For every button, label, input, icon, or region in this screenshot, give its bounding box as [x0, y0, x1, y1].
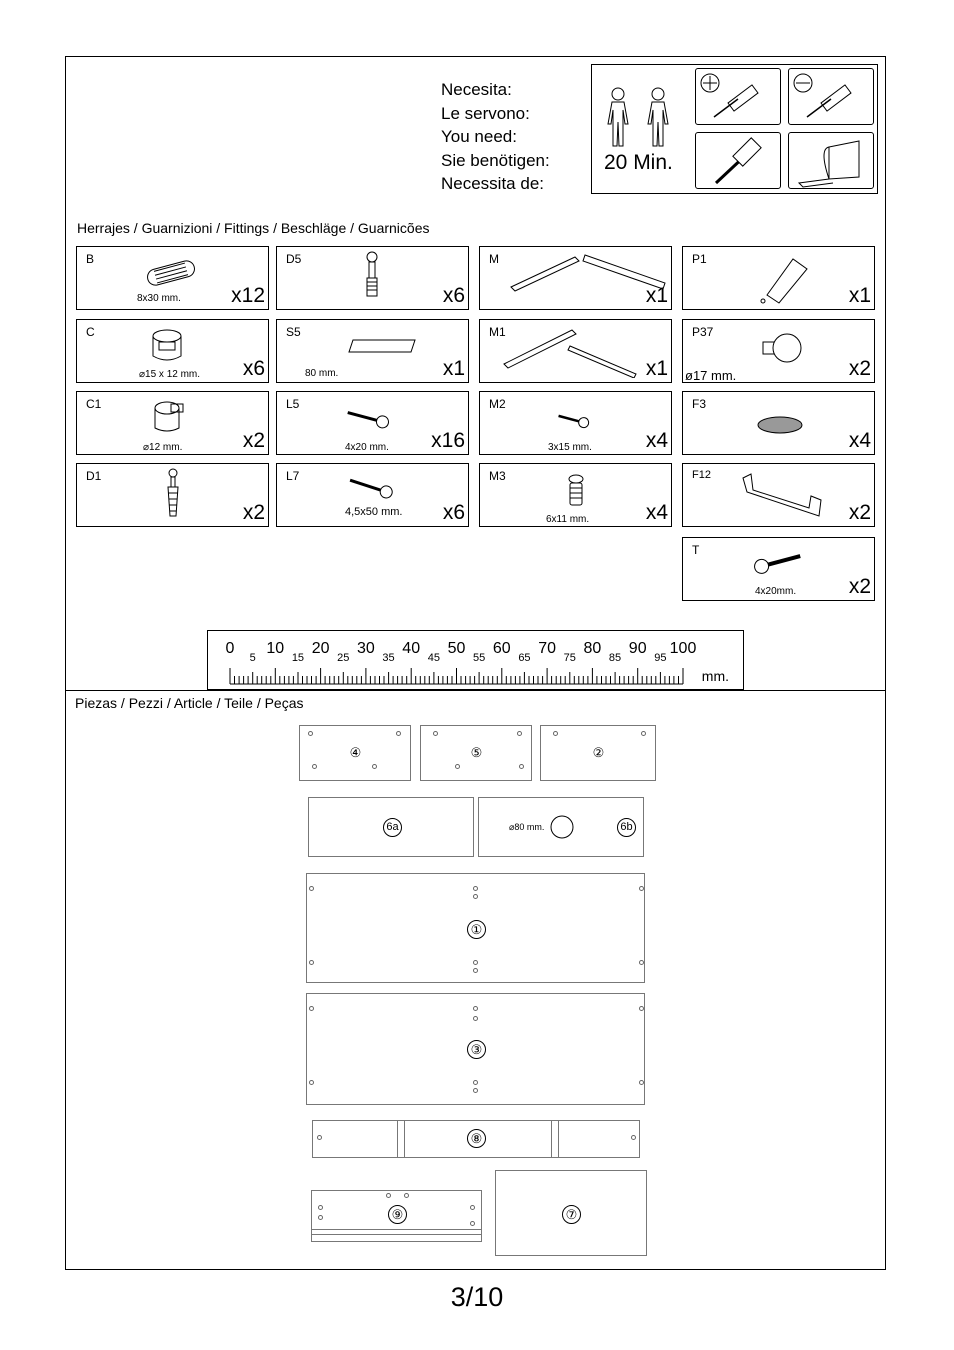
fitting-code: M3	[489, 469, 506, 483]
piece-6b	[478, 797, 644, 857]
fitting-code: S5	[286, 325, 301, 339]
piece-number: 6a	[383, 818, 402, 837]
piece-number: ①	[467, 920, 486, 939]
fitting-card-l7	[276, 463, 469, 527]
fitting-qty: x1	[442, 357, 465, 380]
fitting-spec: ø17 mm.	[685, 368, 737, 383]
fitting-spec: 80 mm.	[305, 368, 339, 379]
fitting-code: B	[86, 252, 95, 266]
ruler-minor-label: 35	[382, 652, 395, 664]
screw-4-5x50-icon	[345, 472, 397, 502]
piece-6a	[308, 797, 474, 857]
piece-number: ⑧	[467, 1129, 486, 1148]
fitting-spec: 4x20mm.	[755, 586, 797, 597]
anchor-bolt-icon	[163, 468, 183, 520]
screw-3x15-icon	[554, 410, 594, 430]
hole	[473, 1080, 478, 1085]
fitting-card-c	[76, 319, 269, 383]
fitting-code: D1	[86, 469, 102, 483]
ruler-major-label: 100	[669, 640, 697, 657]
hole	[639, 886, 644, 891]
fitting-spec: 3x15 mm.	[548, 442, 592, 453]
ruler-minor-label: 55	[473, 652, 486, 664]
piece-7	[495, 1170, 647, 1256]
hole	[396, 731, 401, 736]
fitting-qty: x2	[848, 575, 871, 598]
fitting-qty: x2	[242, 501, 265, 524]
needs-line-en: You need:	[441, 127, 517, 146]
fitting-qty: x2	[242, 429, 265, 452]
piece-4	[299, 725, 411, 781]
hammer-icon	[696, 133, 782, 190]
ruler-unit: mm.	[701, 668, 729, 684]
phillips-screwdriver-tool	[695, 68, 781, 125]
hole	[473, 1006, 478, 1011]
fitting-qty: x4	[848, 429, 871, 452]
fitting-qty: x12	[231, 284, 265, 307]
fitting-qty: x6	[242, 357, 265, 380]
hole	[312, 764, 317, 769]
fitting-spec: 4,5x50 mm.	[345, 506, 403, 518]
ruler-minor-label: 95	[654, 652, 667, 664]
hole	[641, 731, 646, 736]
drawer-runner-angled-icon	[500, 324, 640, 378]
hammer-tool	[695, 132, 781, 189]
fitting-qty: x4	[645, 429, 668, 452]
flat-screwdriver-icon	[789, 69, 875, 126]
ruler-major-label: 40	[402, 640, 421, 657]
ruler-minor-label: 45	[427, 652, 440, 664]
section-divider	[65, 690, 886, 691]
fitting-card-d1	[76, 463, 269, 527]
hole	[473, 1088, 478, 1093]
hole	[318, 1215, 323, 1220]
ruler-major-label: 80	[583, 640, 602, 657]
piece-2	[540, 725, 656, 781]
hole	[318, 1205, 323, 1210]
fittings-title: Herrajes / Guarnizioni / Fittings / Beschläge / Guarnicões	[77, 220, 430, 236]
hole	[470, 1205, 475, 1210]
fitting-card-b	[76, 246, 269, 310]
screw-t-icon	[751, 546, 805, 578]
euro-screw-icon	[566, 474, 586, 510]
hole	[639, 1006, 644, 1011]
fitting-spec: ⌀15 x 12 mm.	[139, 369, 201, 380]
panel-groove	[551, 1121, 559, 1157]
piece-8	[312, 1120, 640, 1158]
hole	[309, 886, 314, 891]
fitting-code: L7	[286, 469, 300, 483]
needs-line-de: Sie benötigen:	[441, 150, 550, 170]
hole	[473, 894, 478, 899]
piece-number: ⑨	[388, 1205, 407, 1224]
fitting-qty: x2	[848, 357, 871, 380]
fitting-code: M2	[489, 397, 506, 411]
fitting-card-m3	[479, 463, 672, 527]
pieces-title: Piezas / Pezzi / Article / Teile / Peças	[75, 695, 304, 711]
fitting-card-f3	[682, 391, 875, 455]
hole	[308, 731, 313, 736]
piece-number: ③	[467, 1040, 486, 1059]
panel-groove	[312, 1229, 481, 1235]
handle-icon	[739, 470, 829, 520]
phillips-screwdriver-icon	[696, 69, 782, 126]
hole	[309, 1006, 314, 1011]
fitting-qty: x1	[848, 284, 871, 307]
piece-number: 6b	[617, 818, 636, 837]
ruler-minor-label: 75	[563, 652, 576, 664]
piece-3	[306, 993, 645, 1105]
ruler-minor-label: 85	[608, 652, 622, 664]
fitting-card-d5	[276, 246, 469, 310]
piece-number: ⑤	[470, 745, 483, 760]
hole	[473, 960, 478, 965]
fitting-card-f12	[682, 463, 875, 527]
screw-4x20-icon	[343, 406, 393, 430]
hole	[631, 1135, 636, 1140]
ruler-major-label: 70	[538, 640, 556, 657]
fitting-qty: x1	[645, 357, 668, 380]
shelf-support-plate-icon	[345, 336, 417, 356]
piece-number: ⑦	[562, 1205, 581, 1224]
fitting-code: F3	[692, 397, 707, 411]
needs-line-es: Necesita:	[441, 80, 512, 99]
fitting-qty: x1	[645, 284, 668, 307]
fitting-qty: x4	[645, 501, 668, 524]
fitting-code: M1	[489, 325, 506, 339]
two-persons-icon	[598, 86, 678, 148]
hole	[517, 731, 522, 736]
ruler-minor-label: 65	[518, 652, 531, 664]
hole	[309, 960, 314, 965]
needs-list	[441, 78, 550, 196]
fitting-code: C1	[86, 397, 102, 411]
needs-line-pt: Necessita de:	[441, 174, 544, 193]
fitting-code: M	[489, 252, 499, 266]
fitting-code: P1	[692, 252, 707, 266]
ruler-minor-label: 15	[291, 652, 305, 664]
hole	[553, 731, 558, 736]
fitting-card-c1	[76, 391, 269, 455]
hole	[473, 886, 478, 891]
hole	[639, 960, 644, 965]
hole	[404, 1193, 409, 1198]
piece-9	[311, 1190, 482, 1242]
felt-pad-icon	[755, 414, 805, 436]
ruler-major-label: 20	[311, 640, 330, 657]
knob-hole-icon	[549, 814, 575, 840]
dowel-icon	[141, 255, 201, 291]
fitting-card-m1	[479, 319, 672, 383]
hole	[473, 1016, 478, 1021]
ruler-major-label: 50	[447, 640, 466, 657]
fitting-card-m2	[479, 391, 672, 455]
fitting-code: F12	[692, 469, 711, 481]
ruler-minor-label: 5	[249, 652, 256, 664]
fitting-card-t	[682, 537, 875, 601]
piece-number: ④	[349, 745, 362, 760]
hole	[519, 764, 524, 769]
piece-1	[306, 873, 645, 983]
piece-5	[420, 725, 532, 781]
assembly-time: 20 Min.	[604, 151, 673, 174]
hole	[433, 731, 438, 736]
fitting-card-m	[479, 246, 672, 310]
ruler-scale	[208, 631, 743, 689]
ruler-major-label: 0	[225, 640, 235, 657]
connector-bolt-icon	[362, 251, 382, 303]
ruler-major-label: 10	[266, 640, 285, 657]
cam-lock-small-icon	[151, 400, 187, 436]
fitting-qty: x6	[442, 284, 465, 307]
hole	[639, 1080, 644, 1085]
fitting-spec: 6x11 mm.	[546, 514, 590, 525]
fitting-code: L5	[286, 397, 300, 411]
hole	[470, 1221, 475, 1226]
hole	[372, 764, 377, 769]
cam-lock-icon	[149, 328, 185, 364]
fitting-card-l5	[276, 391, 469, 455]
ruler-major-label: 90	[628, 640, 647, 657]
fitting-code: C	[86, 325, 95, 339]
ruler-major-label: 60	[492, 640, 511, 657]
fitting-qty: x2	[848, 501, 871, 524]
hole	[455, 764, 460, 769]
fitting-code: P37	[692, 325, 714, 339]
hole	[317, 1135, 322, 1140]
piece-number: ②	[592, 745, 605, 760]
fitting-card-p1	[682, 246, 875, 310]
glue-tube-icon	[753, 251, 813, 307]
fitting-spec: 4x20 mm.	[345, 442, 389, 453]
needs-line-it: Le servono:	[441, 103, 530, 123]
page-number: 3/10	[450, 1282, 504, 1312]
fitting-code: T	[692, 543, 700, 557]
fitting-card-s5	[276, 319, 469, 383]
tape-measure-icon	[789, 133, 875, 190]
ruler-major-label: 30	[357, 640, 375, 657]
fitting-spec: ⌀12 mm.	[143, 442, 183, 453]
hole	[309, 1080, 314, 1085]
hole-spec: ⌀80 mm.	[509, 822, 545, 832]
fitting-card-p37	[682, 319, 875, 383]
hole	[473, 968, 478, 973]
fitting-code: D5	[286, 252, 302, 266]
fitting-spec: 8x30 mm.	[137, 293, 181, 304]
fitting-qty: x16	[431, 429, 465, 452]
tape-measure-tool	[788, 132, 874, 189]
flat-screwdriver-tool	[788, 68, 874, 125]
hole	[386, 1193, 391, 1198]
measurement-ruler	[207, 630, 744, 690]
knob-icon	[757, 328, 807, 370]
panel-groove	[397, 1121, 405, 1157]
ruler-minor-label: 25	[337, 652, 350, 664]
fitting-qty: x6	[442, 501, 465, 524]
